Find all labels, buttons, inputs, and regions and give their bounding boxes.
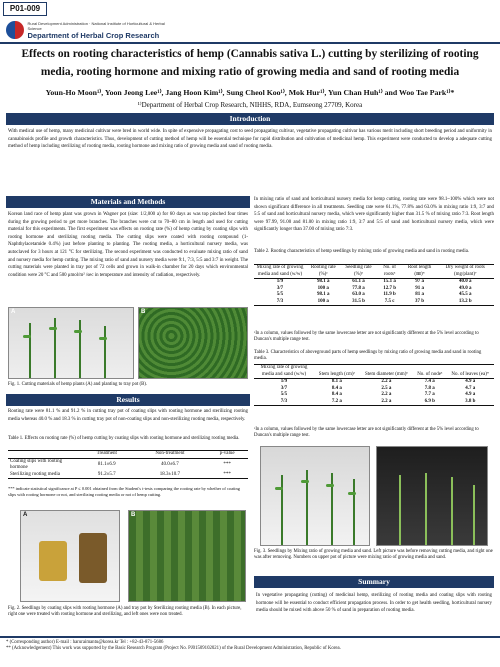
table-cell: 100 a xyxy=(317,285,329,291)
footer-rule xyxy=(0,636,500,638)
table3-header: No. of leaves (ea)ʷ xyxy=(451,371,490,377)
fig2-photo-a xyxy=(20,510,120,602)
table-cell: 40.0 a xyxy=(458,279,472,284)
table-cell: 63.0 a xyxy=(352,292,365,297)
fig3-photo-right xyxy=(376,446,488,546)
table-cell: 7/3 xyxy=(280,398,288,404)
fig3-caption: Fig. 3. Seedlings by Mixing ratio of growing media and sand. Left picture was before removing cutting media, and right one was after removing. Numbers on upper pot of picture were mixing ratio of growing media and sand. xyxy=(254,549,493,561)
footer-corresponding: * (Corresponding author) E-mail : haruraimantu@korea.kr Tel : +82-43-871-5686 xyxy=(6,640,164,645)
table1-header: Treatment xyxy=(96,451,117,456)
table-cell: 6.9 b xyxy=(424,398,435,404)
table-cell: 2.2 a xyxy=(381,398,392,404)
table-row xyxy=(254,279,494,286)
table1-header: p-value xyxy=(219,451,235,456)
table-cell: 4.7 a xyxy=(465,385,476,391)
right-results-text: In mixing ratio of sand and horticultural nursery media for hemp cutting, rooting rate were 98.1~100% which were not shown significant difference in all treatments. Seedling rate were 61.1%, 77.8% and 63.0% in mixing ratio 1:9, 3:7 and 5:5 of sand and horticultural nursery media, which were significantly higher than 31.5 % of mixing ratio 7:3. Root length were 97.99, 91.00 and 81.00 in mixing ratio 1:9, 3:7 and 5:5 of sand and horticultural nursery media, which were significantly longer than 37.00 of mixing ratio 7:3. xyxy=(254,197,494,233)
table-row: Coating slips with rooting hormone 81.1±6.9 40.0±6.7 *** xyxy=(10,458,231,470)
table-cell: 7/3 xyxy=(276,298,284,304)
table1-note: *** indicate statistical significance at P ≤ 0.001 obtained from the Student's t-tests comparing the rooting rate by whether of coating slips with rooting hormone or not, and sterilizing rooting media or not of hemp cutting. xyxy=(8,486,240,497)
intro-text: With medical use of hemp, many medicinal cultivar were bred in world wide. In spite of expensive propagating cost to seed propagating cultivar, vegetative propagating cultivar has various merit including short breeding period and uniformity in cannabinoids profile and growth characteristics. Thus, development of cutting method of hemp will be essential technique for rapid distribution and cultivation of medicinal hemp. This experiment were conducted to develop a adequate cutting method of hemp including sterilizing of rooting media, rooting hormone and mixing ratio of growing media and sand of rooting media. xyxy=(8,129,492,150)
rda-logo-icon xyxy=(6,21,24,39)
table-row xyxy=(254,399,494,406)
table-cell: 8.1 a xyxy=(331,379,342,384)
table-cell: 98.1 a xyxy=(317,279,330,284)
poster-code: P01-009 xyxy=(3,2,47,16)
table-cell: 4.9 a xyxy=(465,392,476,397)
table-cell: 81 a xyxy=(415,292,424,297)
table3-note: ᶻIn a column, values followed by the same lowercase letter are not significantly different at the 5% level according to Duncan's multiple range test. xyxy=(254,427,479,439)
table2-header: Seedling rate (%)ʸ xyxy=(345,265,372,277)
table1-header: Non-treatment xyxy=(155,451,185,456)
table3-header: Stem diameter (mm)ʸ xyxy=(364,371,408,377)
fig1-photo-a xyxy=(8,307,134,379)
table-row xyxy=(254,299,494,306)
department-header xyxy=(6,19,176,41)
table-cell: 3/7 xyxy=(280,385,288,391)
table-cell: 2.2 a xyxy=(381,379,392,384)
table3-caption: Table 3. Characteristics of aboveground parts of hemp seedlings by mixing ratio of growing media and sand in rooting media. xyxy=(254,350,482,362)
summary-heading: Summary xyxy=(254,576,494,588)
table-cell: 12.7 b xyxy=(383,285,396,291)
table-row xyxy=(254,379,494,386)
table-cell: 3/7 xyxy=(276,285,284,291)
table1-caption: Table 1. Effects on rooting rate (%) of hemp cutting by coating slips with rooting hormone and sterilizing rooting media. xyxy=(8,436,240,441)
table3-header: Stem length (cm)ᶻ xyxy=(318,371,355,377)
table-cell: 3.8 b xyxy=(465,398,476,404)
fig2-label-a: A xyxy=(23,512,28,518)
table-cell: 5/5 xyxy=(276,292,284,297)
table-cell: 2.2 a xyxy=(381,392,392,397)
table2-header: No. of rootsˣ xyxy=(383,265,396,277)
table-cell: 91 a xyxy=(415,285,424,291)
table1 xyxy=(8,450,248,479)
table-cell: 2.5 a xyxy=(381,385,392,391)
table-cell: 8.4 a xyxy=(331,385,342,391)
fig1-caption: Fig. 1. Cutting materials of hemp plants (A) and planting to tray pot (B). xyxy=(8,382,148,387)
table-cell: 8.4 a xyxy=(331,392,342,397)
table-cell: 13.2 b xyxy=(458,298,472,304)
fig2-label-b: B xyxy=(131,512,136,518)
table3 xyxy=(254,364,494,406)
table-cell: 7.7 a xyxy=(424,392,435,397)
poster-title: Effects on rooting characteristics of hemp (Cannabis sativa L.) cutting by sterilizing of rooting media, rooting hormone and mixing ratio of growing media and sand of rooting media xyxy=(21,48,479,78)
table-cell: 11.9 b xyxy=(383,292,396,297)
footer xyxy=(6,640,494,653)
table2-header: Root length (㎜)ʷ xyxy=(407,265,432,277)
table2-header: Mixing rate of growing media and sand (w/w) xyxy=(256,265,304,277)
fig1-photo-b xyxy=(138,307,248,379)
table2-header: Rooting rate (%)ᶻ xyxy=(310,265,336,277)
table-cell: 7.5 c xyxy=(384,298,395,304)
table-cell: 1/9 xyxy=(280,379,288,384)
table-cell: 15.1 a xyxy=(383,279,396,284)
authors: Youn-Ho Moon¹⁾, Yoon Jeong Lee¹⁾, Jang Hoon Kim¹⁾, Sung Cheol Koo¹⁾, Mok Hur¹⁾, Yun Chan Huh¹⁾ and Woo Tae Park¹⁾* xyxy=(45,88,455,97)
table-cell: 4.9 a xyxy=(465,379,476,384)
table-cell: 31.5 b xyxy=(352,298,365,304)
fig1-label-a: A xyxy=(11,309,16,315)
table-cell: 98.1 a xyxy=(317,292,330,297)
table-cell: 97 a xyxy=(415,279,424,284)
table-cell: 49.0 a xyxy=(458,285,472,291)
results-heading: Results xyxy=(6,394,250,406)
table-cell: 100 a xyxy=(317,298,329,304)
table-row: Sterilizing rooting media 91.2±5.7 18.3±10.7 *** xyxy=(8,472,248,479)
table3-header: Mixing rate of growing media and sand (w/w) xyxy=(260,365,308,377)
table-cell: 37 b xyxy=(415,298,425,304)
fig2-photo-b xyxy=(128,510,246,602)
table2-note: ᶻIn a column, values followed by the same lowercase letter are not significantly different at the 5% level according to Duncan's multiple range test. xyxy=(254,331,479,343)
table-cell: 61.1 a xyxy=(352,279,365,284)
table1-header xyxy=(8,451,80,459)
table2-caption: Table 2. Rooting characteristics of hemp seedlings by mixing ratio of growing media and sand in rooting media. xyxy=(254,249,470,254)
affiliation: ¹⁾Department of Herbal Crop Research, NIHHS, RDA, Eumseong 27709, Korea xyxy=(137,101,363,109)
dept-name: Department of Herbal Crop Research xyxy=(27,30,160,40)
header-rule xyxy=(0,42,500,44)
table-cell: 7.8 a xyxy=(424,385,435,391)
intro-heading: Introduction xyxy=(6,113,494,125)
table-cell: 77.8 a xyxy=(352,285,365,291)
fig2-caption: Fig. 2. Seedlings by coating slips with rooting hormone (A) and tray pot by Sterilizing rooting media (B). In each picture, right one were treated with rooting hormone and sterilizing, and left ones were non treated. xyxy=(8,606,242,618)
dept-subtitle: Rural Development Administration · National Institute of Horticultural & Herbal Science xyxy=(27,20,165,31)
summary-text: In vegetative propagating (cutting) of medicinal hemp, sterilizing of rooting media and coating slips with rooting hormone will be essential to conduct efficient propagation process. In order to get health seedling, horticultural nursery media should be mixed with above 50 % of sand in preparation of rooting media. xyxy=(256,593,492,614)
methods-text: Korean land race of hemp plant was grown in Wagner pot (size: 1/2,000 a) for 60 days as was top pinched four times during the growing period to get more branches. The branches were cut to 70~80 cm in length and used for cutting material for this experiments. The first experiment was effects on rooting rate (%) of hemp cutting by coating slips with rooting hormone and sterilizing rooting media. The cutting slips were coated with rooting compound (1-Naphthylacetamide 0.4%) just before planting to planting. The rooting media, a horticultural nursery media, was autoclaved for 3 hours at 121 °C for sterilizing. The second experiment was conducted to evaluate mixing ratio of sand and nursery media for hemp cutting. The mixing ratio of sand and nursery media were 9:1, 7:3, 5:5 and 3:7 in weight. The cutting materials were planted in tray pot of 72 cells and grown in walk-in chamber for 20 days which environmental condition were 20 °C and 500 μmol/m² /sec in temperature and intensity of radiation, respectively. xyxy=(8,212,248,278)
table2 xyxy=(254,264,494,306)
fig3-photo-left xyxy=(260,446,370,546)
fig1-label-b: B xyxy=(141,309,146,315)
table-cell: 1/9 xyxy=(276,279,284,284)
table2-header: Dry weight of roots (mg/plant)ᵛ xyxy=(445,265,485,277)
table-cell: 7.2 a xyxy=(331,398,342,404)
methods-heading: Materials and Methods xyxy=(6,196,250,208)
table-cell: 45.5 a xyxy=(458,292,472,297)
results-text: Rooting rate were 81.1 % and 91.2 % in cutting tray pot of coating slips with rooting hormone and sterilizing rooting media whereas 40.0 % and 18.3 % in cutting tray pot of non-coating slips and non-sterilizing rooting media, respectively. xyxy=(8,409,248,422)
footer-acknowledgement: ** (Acknowledgement) This work was supported by the Basic Research Program (Project No. PJ01509102021) of the Rural Development Administration, Republic of Korea. xyxy=(6,646,341,652)
table-cell: 5/5 xyxy=(280,392,288,397)
table3-header: No. of nodeˣ xyxy=(417,371,443,377)
table-cell: 7.4 a xyxy=(424,379,435,384)
